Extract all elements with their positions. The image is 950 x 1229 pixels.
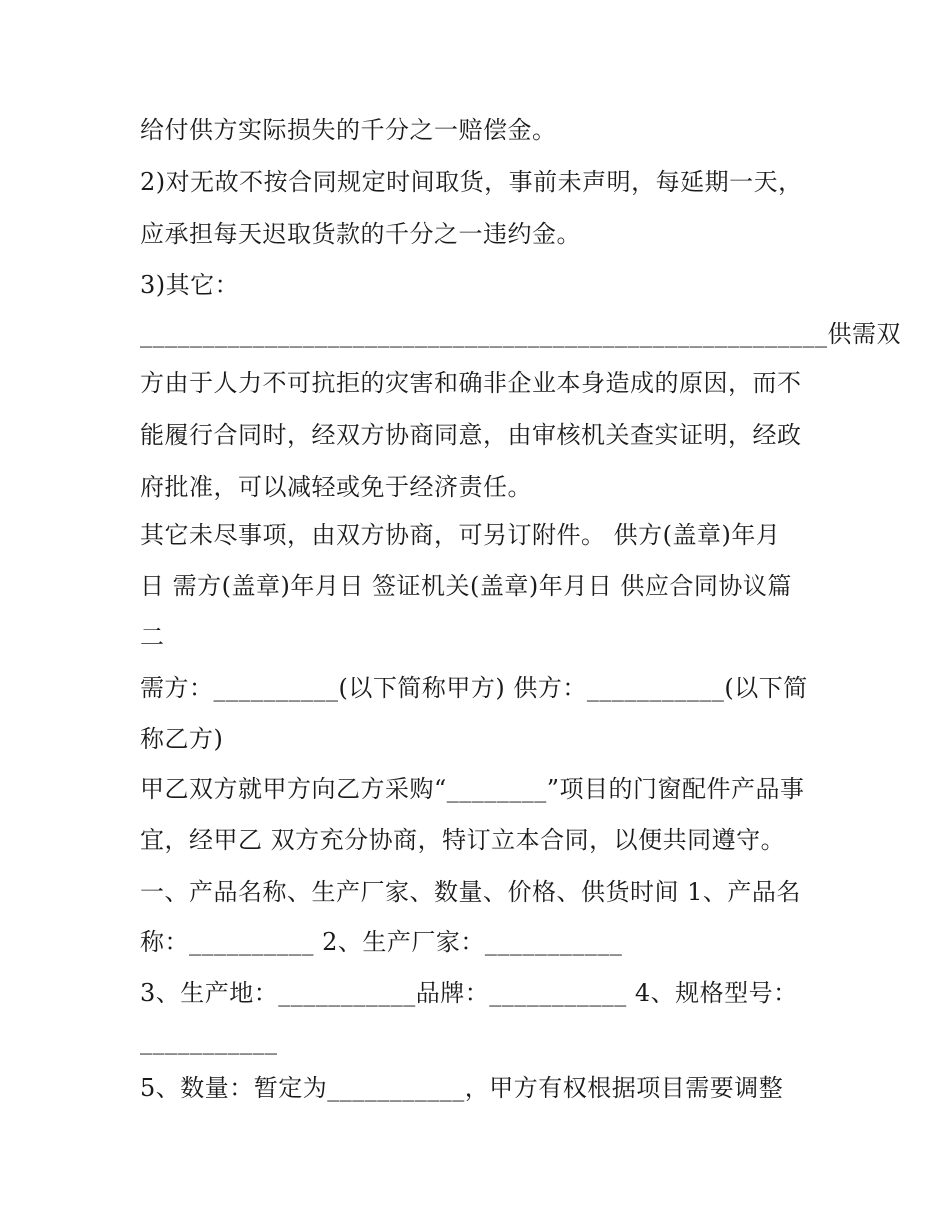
text-line: 给付供方实际损失的千分之一赔偿金。	[140, 116, 557, 144]
text-line: 3、生产地：___________品牌：___________ 4、规格型号：	[140, 979, 798, 1007]
text-line: 5、数量：暂定为___________，甲方有权根据项目需要调整	[140, 1074, 784, 1102]
text-line: 称：__________ 2、生产厂家：___________	[140, 928, 623, 956]
text-line: 方由于人力不可抗拒的灾害和确非企业本身造成的原因，而不	[140, 369, 802, 397]
text-line: 需方：__________(以下简称甲方) 供方：___________(以下简	[140, 674, 808, 702]
text-line: 府批准，可以减轻或免于经济责任。	[140, 473, 532, 501]
text-line: 宜，经甲乙 双方充分协商，特订立本合同，以便共同遵守。	[140, 826, 786, 854]
text-line: 一、产品名称、生产厂家、数量、价格、供货时间 1、产品名	[140, 878, 801, 906]
text-line: 能履行合同时，经双方协商同意，由审核机关查实证明，经政	[140, 421, 802, 449]
text-line: 称乙方)	[140, 725, 224, 753]
text-line: 其它未尽事项，由双方协商，可另订附件。 供方(盖章)年月	[140, 521, 781, 549]
text-line: 2)对无故不按合同规定时间取货，事前未声明，每延期一天，	[140, 168, 803, 196]
text-line: _______________________________________________________供需双	[140, 320, 901, 348]
text-line: 3)其它：	[140, 271, 240, 299]
text-line: 甲乙双方就甲方向乙方采购“________”项目的门窗配件产品事	[140, 775, 805, 803]
text-line: 二	[140, 623, 165, 651]
text-line: 应承担每天迟取货款的千分之一违约金。	[140, 220, 581, 248]
text-line: ___________	[140, 1027, 278, 1055]
text-line: 日 需方(盖章)年月日 签证机关(盖章)年月日 供应合同协议篇	[140, 572, 792, 600]
